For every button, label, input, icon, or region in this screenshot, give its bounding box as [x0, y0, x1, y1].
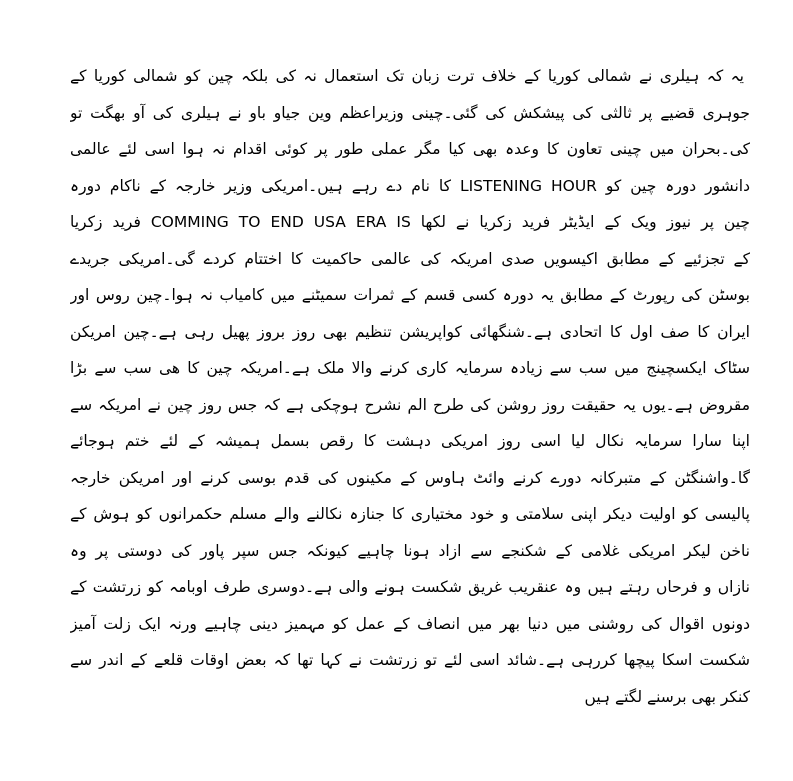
text-line-15: نازاں و فرحاں رہتے ہیں وہ عنقریب غریق شکست ہونے والی ہے۔دوسری طرف اوبامہ کو زرتشت کے — [70, 578, 750, 596]
text-line-7: بوسٹن کی رپورٹ کے مطابق یہ دورہ کسی قسم کے ثمرات سمیٹنے میں کامیاب نہ ہوا۔چین روس اور — [70, 286, 750, 304]
text-line-1: یہ کہ ہیلری نے شمالی کوریا کے خلاف ترت زبان تک استعمال نہ کی بلکہ چین کو شمالی کوریا کے — [70, 67, 744, 85]
text-line-13: پالیسی کو اولیت دیکر اپنی سلامتی و خود مختیاری کا جنازہ نکالنے والے مسلم حکمرانوں کو ہوش کے — [70, 505, 750, 523]
text-line-3: کی۔بحران میں چینی تعاون کا وعدہ بھی کیا مگر عملی طور پر کوئی اقدام نہ ہوا اسی لئے عالمی — [70, 140, 750, 158]
text-line-11: اپنا سارا سرمایہ نکال لیا اسی روز امریکی دہشت کا رقص بسمل ہمیشہ کے لئے ختم ہوجائے — [70, 432, 750, 450]
text-line-17: شکست اسکا پیچھا کررہی ہے۔شائد اسی لئے تو زرتشت نے کہا تھا کہ بعض اوقات قلعے کے اندر سے — [70, 651, 750, 669]
text-line-4: دانشور دورہ چین کو LISTENING HOUR کا نام دے رہے ہیں۔امریکی وزیر خارجہ کے ناکام دورہ — [70, 176, 750, 195]
text-line-10: مقروض ہے۔یوں یہ حقیقت روز روشن کی طرح الم نشرح ہوچکی ہے کہ جس روز چین نے امریکہ سے — [70, 395, 750, 414]
text-line-5: چین پر نیوز ویک کے ایڈیٹر فرید زکریا نے لکھا COMMING TO END USA ERA IS فرید زکریا — [70, 213, 750, 231]
text-line-9: سٹاک ایکسچینج میں سب سے زیادہ سرمایہ کاری کرنے والا ملک ہے۔امریکہ چین کا ھی سب سے بڑا — [70, 359, 750, 377]
text-line-18: کنکر بھی برسنے لگتے ہیں — [584, 687, 750, 706]
text-line-12: گا۔واشنگٹن کے متبرکانہ دورے کرنے وائٹ ہاوس کے مکینوں کی قدم بوسی کرنے اور امریکن خارجہ — [70, 468, 750, 487]
article-body — [70, 58, 750, 715]
text-line-16: دونوں اقوال کی روشنی میں دنیا بھر میں انصاف کے عمل کو مہمیز دینی چاہیے ورنہ ایک زلت آمیز — [70, 614, 750, 633]
text-line-8: ایران کا صف اول کا اتحادی ہے۔شنگھائی کواپریشن تنظیم بھی روز بروز پھیل رہی ہے۔چین امریکن — [70, 322, 750, 341]
text-line-14: ناخن لیکر امریکی غلامی کے شکنجے سے ازاد ہونا چاہیے کیونکہ جس سپر پاور کی دوستی پر وہ — [70, 541, 750, 560]
text-line-2: جوہری قضیے پر ثالثی کی پیشکش کی گئی۔چینی وزیراعظم وین جیاو باو نے ہیلری کی آو بھگت تو — [70, 103, 750, 122]
text-line-6: کے تجزئیے کے مطابق اکیسویں صدی امریکہ کی عالمی حاکمیت کا اختتام کردے گی۔امریکی جریدے — [70, 249, 750, 268]
